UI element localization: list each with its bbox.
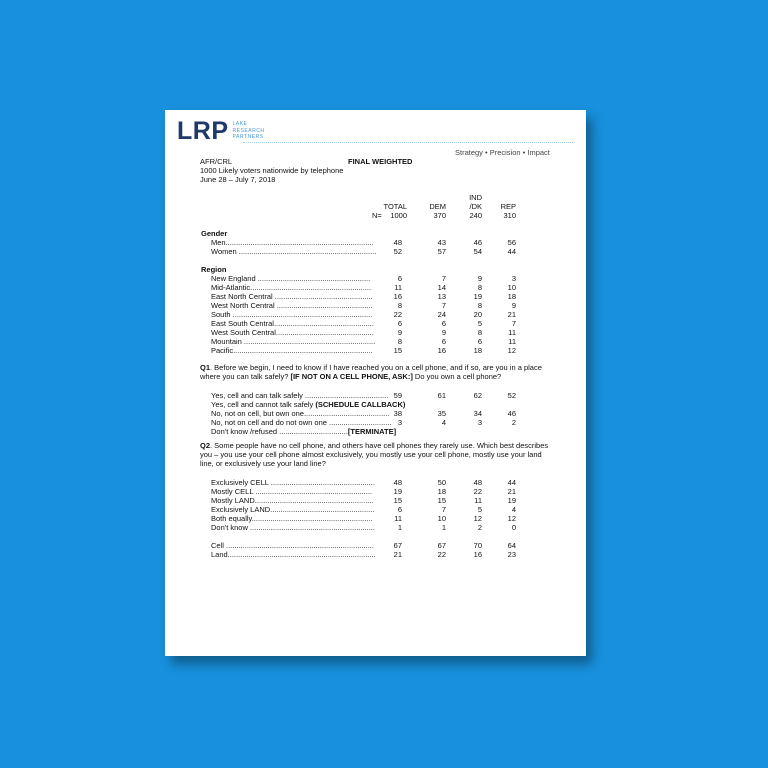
cell-dem: 16: [437, 346, 446, 355]
cell-total: 67: [393, 541, 402, 550]
table-row: [165, 505, 586, 514]
cell-total: 15: [393, 346, 402, 355]
table-row: [165, 550, 586, 559]
row-label-wrap: [211, 427, 396, 436]
table-row: [165, 346, 586, 355]
row-label: Exclusively LAND..................................................: [211, 505, 375, 514]
table-row: [165, 523, 586, 532]
cell-total: 48: [393, 478, 402, 487]
cell-rep: 44: [507, 247, 516, 256]
n-value: 310: [503, 211, 516, 220]
column-header-rep: REP: [500, 202, 516, 211]
column-header-row: [165, 202, 586, 211]
cell-rep: 64: [507, 541, 516, 550]
row-label: Mostly LAND.........................................................: [211, 496, 374, 505]
column-header-top: [165, 193, 586, 202]
column-header-dk: /DK: [469, 202, 482, 211]
table-row: [165, 418, 586, 427]
row-label: Mostly CELL ........................................................: [211, 487, 373, 496]
cell-dem: 6: [441, 319, 446, 328]
cell-rep: 3: [511, 274, 516, 283]
cell-dem: 6: [441, 337, 446, 346]
cell-total: 6: [397, 319, 402, 328]
cell-dem: 7: [441, 274, 446, 283]
n-value: 1000: [390, 211, 407, 220]
section-title-region: [165, 265, 586, 274]
cell-dem: 4: [441, 418, 446, 427]
cell-rep: 9: [511, 301, 516, 310]
cell-rep: 44: [507, 478, 516, 487]
question-q1: [200, 363, 556, 381]
interviewer-instruction: [IF NOT ON A CELL PHONE, ASK:]: [290, 372, 413, 381]
question-text: . Some people have no cell phone, and others have cell phones they rarely use. Which best describes you – you use your cell phone almost exclusively, you mostly use your cell phone, mostly use your land line, or exclusively use your land line?: [200, 441, 549, 468]
table-row: [165, 427, 586, 436]
cell-total: 8: [397, 337, 402, 346]
cell-ind: 3: [477, 418, 482, 427]
logo-company-name: [233, 121, 265, 140]
table-row: [165, 319, 586, 328]
table-row: [165, 400, 586, 409]
cell-dem: 43: [437, 238, 446, 247]
cell-total: 22: [393, 310, 402, 319]
row-label: Yes, cell and cannot talk safely: [211, 400, 316, 409]
cell-dem: 15: [437, 496, 446, 505]
cell-total: 6: [397, 505, 402, 514]
document-page: [165, 110, 586, 656]
row-label-wrap: [211, 400, 405, 409]
cell-rep: 0: [511, 523, 516, 532]
cell-rep: 21: [507, 487, 516, 496]
cell-ind: 48: [473, 478, 482, 487]
cell-dem: 13: [437, 292, 446, 301]
cell-total: 11: [394, 283, 402, 292]
cell-total: 15: [393, 496, 402, 505]
table-row: [165, 274, 586, 283]
field-dates: June 28 – July 7, 2018: [200, 175, 276, 184]
cell-dem: 22: [437, 550, 446, 559]
table-row: [165, 496, 586, 505]
row-label: No, not on cell, but own one.........................................: [211, 409, 390, 418]
cell-ind: 6: [477, 337, 482, 346]
instruction-label: (SCHEDULE CALLBACK): [315, 400, 406, 409]
cell-ind: 8: [477, 283, 482, 292]
cell-total: 59: [393, 391, 402, 400]
row-label: West North Central ..............................................: [211, 301, 373, 310]
row-label: West South Central...............................................: [211, 328, 374, 337]
row-label: Mountain ...............................................................: [211, 337, 376, 346]
cell-total: 11: [394, 514, 402, 523]
row-label: Land.......................................................................: [211, 550, 376, 559]
cell-dem: 57: [437, 247, 446, 256]
cell-total: 1: [397, 523, 402, 532]
row-label: Men.......................................................................: [211, 238, 374, 247]
column-header-total: TOTAL: [383, 202, 407, 211]
cell-total: 16: [393, 292, 402, 301]
cell-rep: 11: [508, 328, 516, 337]
table-row: [165, 283, 586, 292]
table-row: [165, 310, 586, 319]
cell-dem: 1: [441, 523, 446, 532]
cell-ind: 9: [477, 274, 482, 283]
table-row: [165, 328, 586, 337]
table-row: [165, 541, 586, 550]
cell-ind: 8: [477, 301, 482, 310]
table-row: [165, 409, 586, 418]
cell-rep: 52: [507, 391, 516, 400]
row-label: East North Central ...............................................: [211, 292, 373, 301]
cell-ind: 54: [473, 247, 482, 256]
cell-total: 38: [393, 409, 402, 418]
cell-rep: 18: [507, 292, 516, 301]
sample-size-row: [165, 211, 586, 220]
question-q2: [200, 441, 556, 468]
cell-ind: 22: [473, 487, 482, 496]
cell-dem: 50: [437, 478, 446, 487]
cell-dem: 10: [437, 514, 446, 523]
cell-ind: 19: [473, 292, 482, 301]
cell-ind: 2: [477, 523, 482, 532]
table-row: [165, 514, 586, 523]
question-number: Q2: [200, 441, 211, 450]
cell-dem: 7: [441, 505, 446, 514]
row-label: Don't know ............................................................: [211, 523, 375, 532]
cell-rep: 21: [507, 310, 516, 319]
cell-rep: 23: [507, 550, 516, 559]
cell-total: 48: [393, 238, 402, 247]
cell-ind: 18: [473, 346, 482, 355]
row-label: Don't know /refused .................................: [211, 427, 348, 436]
cell-rep: 19: [507, 496, 516, 505]
cell-rep: 12: [507, 514, 516, 523]
cell-ind: 20: [473, 310, 482, 319]
cell-total: 9: [397, 328, 402, 337]
section-title-gender: [165, 229, 586, 238]
cell-dem: 14: [437, 283, 446, 292]
section-title: Gender: [201, 229, 228, 238]
logo-mark: LRP: [177, 117, 229, 145]
cell-rep: 46: [507, 409, 516, 418]
table-row: [165, 292, 586, 301]
section-title: Region: [201, 265, 227, 274]
cell-dem: 7: [441, 301, 446, 310]
row-label: Both equally..........................................................: [211, 514, 373, 523]
question-text: Do you own a cell phone?: [412, 372, 502, 381]
cell-dem: 18: [437, 487, 446, 496]
row-label: No, not on cell and do not own one ..............................: [211, 418, 392, 427]
cell-dem: 24: [437, 310, 446, 319]
cell-dem: 61: [437, 391, 446, 400]
cell-ind: 70: [473, 541, 482, 550]
n-value: 240: [469, 211, 482, 220]
client-name: AFR/CRL: [200, 157, 233, 166]
cell-ind: 5: [477, 505, 482, 514]
cell-ind: 62: [473, 391, 482, 400]
cell-dem: 35: [437, 409, 446, 418]
table-row: [165, 391, 586, 400]
cell-total: 6: [397, 274, 402, 283]
cell-total: 19: [393, 487, 402, 496]
cell-ind: 5: [477, 319, 482, 328]
cell-total: 3: [397, 418, 402, 427]
cell-dem: 9: [441, 328, 446, 337]
cell-rep: 2: [511, 418, 516, 427]
row-label: New England ......................................................: [211, 274, 371, 283]
cell-rep: 11: [508, 337, 516, 346]
n-label: N=: [372, 211, 382, 220]
table-row: [165, 337, 586, 346]
final-weighted-label: FINAL WEIGHTED: [348, 157, 413, 166]
row-label: Cell .......................................................................: [211, 541, 374, 550]
cell-total: 21: [393, 550, 402, 559]
cell-rep: 56: [507, 238, 516, 247]
question-number: Q1: [200, 363, 211, 372]
column-header-dem: DEM: [429, 202, 446, 211]
cell-ind: 11: [474, 496, 482, 505]
instruction-label: [TERMINATE]: [347, 427, 397, 436]
cell-rep: 10: [507, 283, 516, 292]
row-label: Yes, cell and can talk safely ........................................: [211, 391, 389, 400]
table-row: [165, 478, 586, 487]
table-row: [165, 487, 586, 496]
table-row: [165, 238, 586, 247]
header-divider: [243, 142, 573, 143]
logo-name-line: LAKE: [232, 121, 248, 128]
cell-ind: 16: [473, 550, 482, 559]
lrp-logo: [177, 118, 265, 144]
sample-description: 1000 Likely voters nationwide by telephone: [200, 166, 344, 175]
cell-rep: 7: [511, 319, 516, 328]
n-value: 370: [433, 211, 446, 220]
row-label: Women ..................................................................: [211, 247, 377, 256]
cell-ind: 46: [473, 238, 482, 247]
column-header-ind: IND: [469, 193, 482, 202]
row-label: Pacific...................................................................: [211, 346, 373, 355]
row-label: Mid-Atlantic..........................................................: [211, 283, 372, 292]
question-text: . Before we begin, I need to know if I have reached you on a cell phone, and if so, are you in a place where you can talk safely?: [200, 363, 542, 381]
cell-total: 8: [397, 301, 402, 310]
cell-ind: 34: [473, 409, 482, 418]
cell-ind: 12: [473, 514, 482, 523]
cell-rep: 12: [507, 346, 516, 355]
cell-total: 52: [393, 247, 402, 256]
logo-name-line: PARTNERS: [232, 134, 264, 141]
cell-dem: 67: [437, 541, 446, 550]
cell-rep: 4: [511, 505, 516, 514]
table-row: [165, 247, 586, 256]
table-row: [165, 301, 586, 310]
row-label: Exclusively CELL ..................................................: [211, 478, 375, 487]
row-label: South ...................................................................: [211, 310, 373, 319]
row-label: East South Central................................................: [211, 319, 374, 328]
cell-ind: 8: [477, 328, 482, 337]
tagline: Strategy • Precision • Impact: [455, 148, 550, 157]
logo-name-line: RESEARCH: [232, 127, 265, 134]
